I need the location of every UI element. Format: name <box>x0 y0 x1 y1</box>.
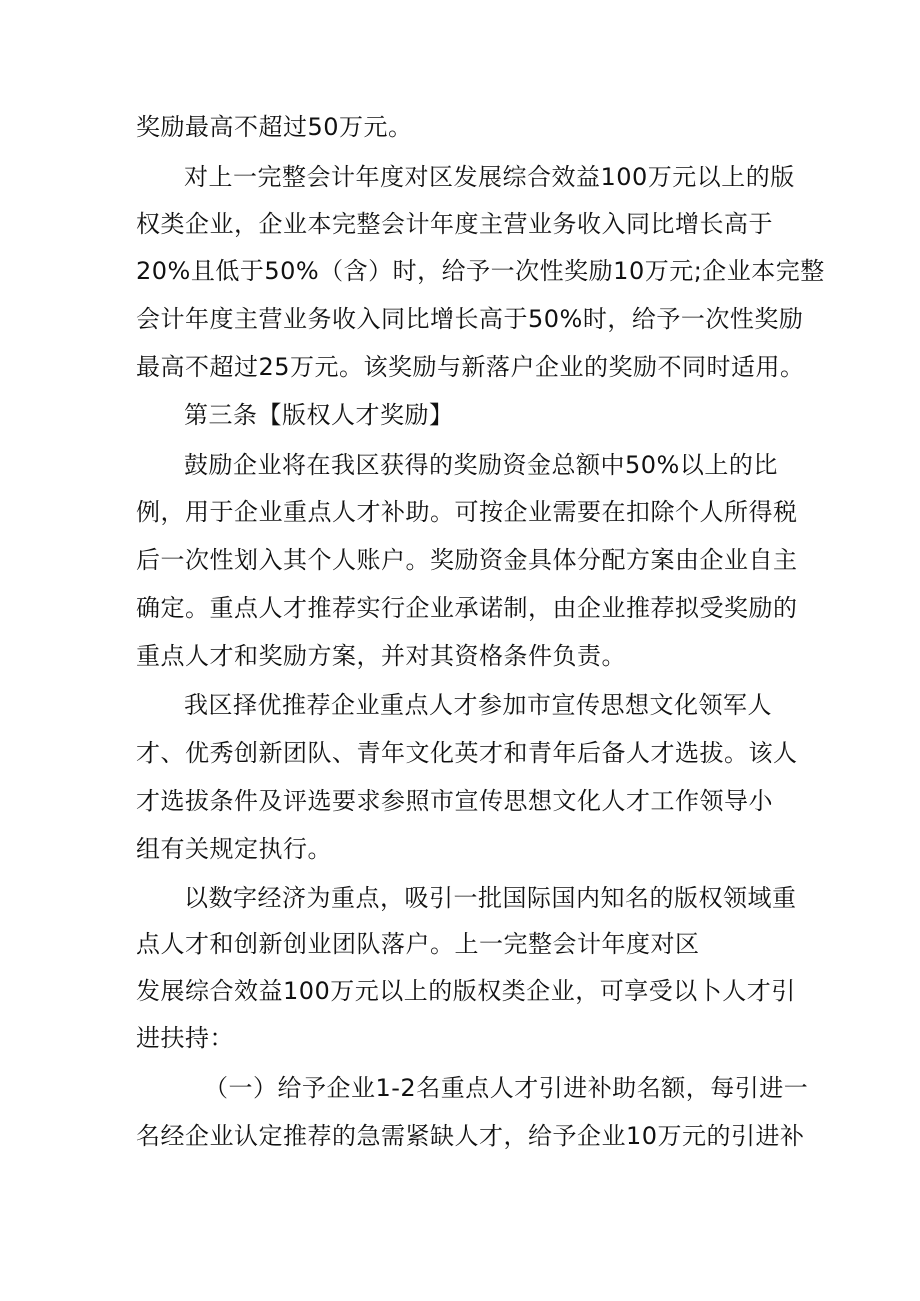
text-line: （一）给予企业1-2名重点人才引进补助名额，每引进一 <box>204 1074 809 1102</box>
text-line: 最高不超过25万元。该奖励与新落户企业的奖励不同时适用。 <box>136 353 805 381</box>
text-line: 组有关规定执行。 <box>136 835 332 863</box>
text-line: 以数字经济为重点，吸引一批国际国内知名的版权领域重 <box>184 884 797 912</box>
text-line: 点人才和创新创业团队落户。上一完整会计年度对区 <box>136 930 700 958</box>
text-line: 进扶持： <box>136 1024 234 1052</box>
text-line: 权类企业，企业本完整会计年度主营业务收入同比增长高于 <box>136 210 773 238</box>
text-line: 才选拔条件及评选要求参照市宣传思想文化人才工作领导小 <box>136 787 773 815</box>
text-line: 奖励最高不超过50万元。 <box>136 113 413 141</box>
text-line: 会计年度主营业务收入同比增长高于50%时，给予一次性奖励 <box>136 305 804 333</box>
text-line: 名经企业认定推荐的急需紧缺人才，给予企业10万元的引进补 <box>136 1122 805 1150</box>
section-heading: 第三条【版权人才奖励】 <box>184 401 454 429</box>
text-line: 后一次性划入其个人账户。奖励资金具体分配方案由企业自主 <box>136 546 798 574</box>
text-line: 我区择优推荐企业重点人才参加市宣传思想文化领军人 <box>184 691 772 719</box>
text-line: 确定。重点人才推荐实行企业承诺制，由企业推荐拟受奖励的 <box>136 594 798 622</box>
text-line: 鼓励企业将在我区获得的奖励资金总额中50%以上的比 <box>184 451 778 479</box>
text-line: 才、优秀创新团队、青年文化英才和青年后备人才选拔。该人 <box>136 739 798 767</box>
text-line: 重点人才和奖励方案，并对其资格条件负责。 <box>136 642 626 670</box>
text-line: 例，用于企业重点人才补助。可按企业需要在扣除个人所得税 <box>136 498 798 526</box>
text-line: 20%且低于50%（含）时，给予一次性奖励10万元;企业本完整 <box>136 257 825 285</box>
text-line: 对上一完整会计年度对区发展综合效益100万元以上的版 <box>184 163 795 191</box>
text-line: 发展综合效益100万元以上的版权类企业，可享受以卜人才引 <box>136 977 796 1005</box>
